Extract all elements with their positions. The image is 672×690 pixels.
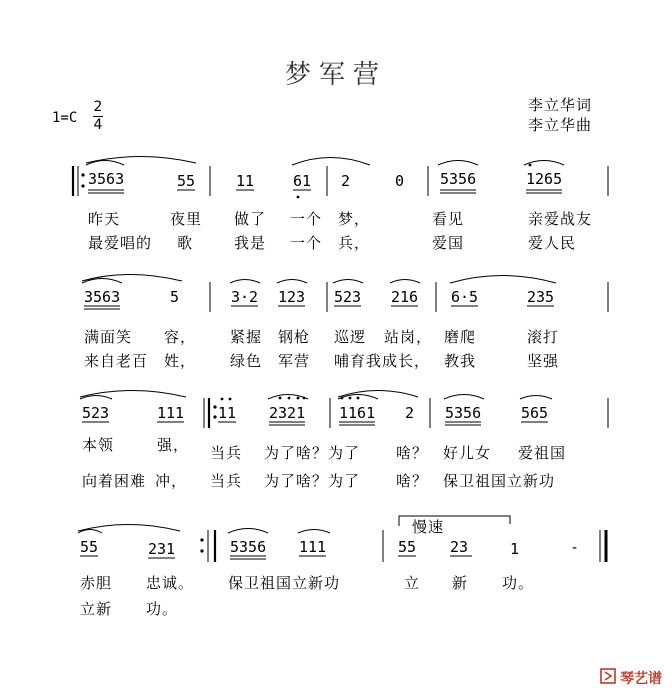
meter-numerator: 2: [93, 99, 103, 115]
note-group: 1: [510, 540, 520, 558]
lyric-verse2: 爱人民: [528, 234, 577, 252]
note-group: 55: [80, 538, 99, 556]
slur: [338, 391, 418, 398]
lyric-verse2: 教我: [444, 352, 477, 370]
lyric-verse1: 做了: [234, 210, 267, 228]
slur: [438, 161, 478, 166]
slur: [82, 275, 182, 282]
lyric-verse2: 坚强: [527, 352, 560, 370]
repeat-dot: [81, 184, 84, 187]
slur: [228, 529, 268, 534]
lyric-verse2: 爱国: [432, 234, 465, 252]
lyric-verse2: 向着困难: [82, 472, 147, 490]
note-group: 523: [334, 288, 362, 306]
slur: [86, 157, 196, 164]
note-group: 231: [148, 540, 176, 558]
lyric-verse1: 新: [452, 574, 469, 592]
lyric-verse2: 姓，: [164, 352, 197, 370]
octave-dot-high: [303, 397, 306, 400]
lyric-verse1: 紧握: [230, 328, 263, 346]
lyric-verse1: 一个: [290, 210, 323, 228]
note-group: 1161: [339, 404, 376, 422]
slur: [292, 158, 370, 166]
lyric-verse1: 当兵: [210, 444, 243, 462]
lyric-verse1: 爱祖国: [518, 444, 567, 462]
lyric-verse1: 亲爱战友: [528, 210, 593, 228]
lyricist-credit: 李立华词: [528, 96, 593, 114]
note-group: 2: [405, 404, 415, 422]
octave-dot-high: [341, 397, 344, 400]
lyric-verse2: 当兵: [210, 472, 243, 490]
note-group: 216: [391, 288, 419, 306]
lyric-verse2: 我是: [234, 234, 267, 252]
note-group: 1265: [526, 170, 563, 188]
note-group: 111: [157, 404, 185, 422]
octave-dot-high: [221, 398, 224, 401]
lyric-verse1: 满面笑: [84, 328, 133, 346]
lyric-verse1: 梦，: [338, 210, 371, 228]
slur: [86, 161, 124, 166]
slur: [80, 391, 186, 398]
lyric-verse2: 功。: [146, 600, 179, 618]
repeat-dot: [81, 173, 84, 176]
slur: [230, 280, 260, 284]
note-group: 5: [170, 288, 180, 306]
note-group: 0: [395, 172, 405, 190]
note-group: -: [570, 538, 580, 556]
lyric-verse1: 磨爬: [444, 328, 477, 346]
lyric-verse2: 冲，: [155, 472, 188, 490]
note-group: 11: [236, 172, 255, 190]
note-group: 5356: [440, 170, 477, 188]
lyric-verse1: 昨天: [88, 210, 121, 228]
octave-dot-high: [288, 397, 291, 400]
lyric-verse2: 来自老百: [84, 352, 149, 370]
lyric-verse1: 好儿女: [443, 444, 492, 462]
repeat-dot: [200, 549, 203, 552]
lyric-verse2: 歌: [177, 234, 194, 252]
lyric-verse1: 为了啥？为了: [264, 444, 361, 462]
note-group: 5356: [445, 404, 482, 422]
lyric-verse2: 军营: [278, 352, 311, 370]
octave-dot-low: [297, 196, 300, 199]
note-group: 11: [218, 404, 237, 422]
note-group: 6·5: [451, 288, 479, 306]
lyric-verse1: 啥？: [396, 444, 429, 462]
repeat-dot: [213, 415, 216, 418]
octave-dot-high: [349, 397, 352, 400]
lyric-verse2: 保卫祖国立新功: [443, 472, 556, 490]
lyric-verse1: 强，: [157, 436, 190, 454]
lyric-verse1: 保卫祖国立新功: [228, 574, 341, 592]
lyric-verse1: 赤胆: [80, 574, 113, 592]
note-group: 23: [450, 538, 469, 556]
page-title: 梦军营: [284, 60, 387, 90]
note-group: 55: [177, 172, 196, 190]
volta-bracket: [399, 516, 510, 526]
slur: [444, 395, 484, 400]
lyric-verse2: 啥？: [396, 472, 429, 490]
note-group: 235: [527, 288, 555, 306]
note-group: 5356: [230, 538, 267, 556]
note-group: 111: [299, 538, 327, 556]
octave-dot-high: [229, 398, 232, 401]
lyric-verse2: 最爱唱的: [88, 234, 153, 252]
note-group: 61: [293, 172, 312, 190]
lyric-verse1: 站岗，: [384, 328, 433, 346]
lyric-verse2: 哺育我成长，: [334, 352, 431, 370]
note-group: 123: [278, 288, 306, 306]
note-group: 565: [521, 404, 549, 422]
lyric-verse1: 本领: [82, 436, 115, 454]
octave-dot-high: [279, 397, 282, 400]
slur: [390, 280, 420, 284]
tempo-mark: 慢速: [412, 518, 445, 536]
lyric-verse1: 立: [404, 574, 421, 592]
lyric-verse1: 忠诚。: [146, 574, 195, 592]
note-group: 2321: [269, 404, 306, 422]
octave-dot-high: [529, 164, 532, 167]
lyric-verse1: 功。: [502, 574, 535, 592]
lyric-verse2: 兵，: [338, 234, 371, 252]
lyric-verse1: 滚打: [527, 328, 560, 346]
lyric-verse1: 看见: [432, 210, 465, 228]
lyric-verse1: 夜里: [170, 210, 203, 228]
note-group: 3563: [84, 288, 121, 306]
slur: [333, 280, 363, 284]
lyric-verse2: 一个: [290, 234, 323, 252]
slur: [277, 280, 307, 284]
note-group: 523: [82, 404, 110, 422]
lyric-verse1: 钢枪: [278, 328, 311, 346]
watermark-text: 琴艺谱: [620, 671, 662, 687]
octave-dot-high: [357, 397, 360, 400]
composer-credit: 李立华曲: [528, 116, 593, 134]
note-group: 2: [341, 172, 351, 190]
note-group: 3563: [88, 170, 125, 188]
lyric-verse1: 巡逻: [334, 328, 367, 346]
repeat-dot: [200, 538, 203, 541]
note-group: 55: [398, 538, 417, 556]
lyric-verse2: 立新: [80, 600, 113, 618]
slur: [298, 530, 330, 534]
lyric-verse2: 为了啥？为了: [264, 472, 361, 490]
lyric-verse2: 绿色: [230, 352, 263, 370]
meter-denominator: 4: [93, 117, 103, 133]
lyric-verse1: 容，: [164, 328, 197, 346]
slur: [520, 396, 552, 400]
octave-dot-high: [297, 397, 300, 400]
note-group: 3·2: [231, 288, 259, 306]
repeat-dot: [213, 405, 216, 408]
key-signature: 1=C: [52, 110, 78, 126]
slur: [450, 276, 556, 284]
